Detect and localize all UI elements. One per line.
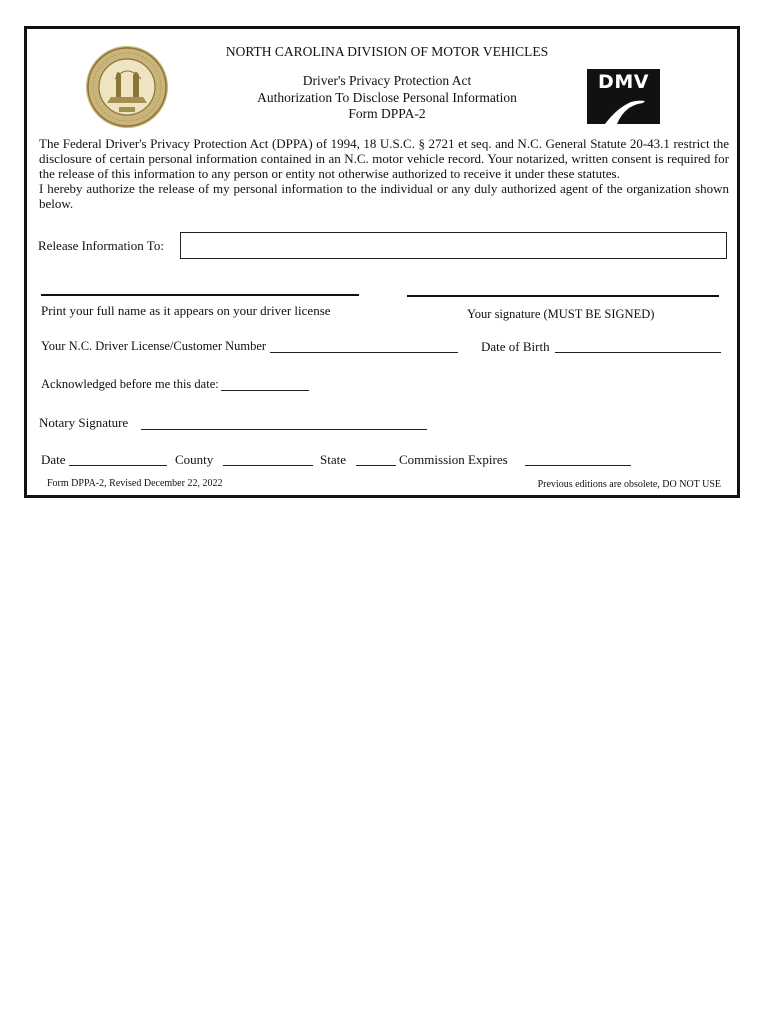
- date-of-birth-label: Date of Birth: [481, 339, 550, 354]
- notary-signature-blank[interactable]: [141, 429, 427, 430]
- nc-state-seal-icon: [85, 45, 169, 129]
- print-name-label: Print your full name as it appears on your driver license: [41, 303, 331, 318]
- commission-expires-label: Commission Expires: [399, 452, 508, 467]
- release-info-input[interactable]: [180, 232, 727, 259]
- obsolete-notice: Previous editions are obsolete, DO NOT USE: [537, 479, 721, 490]
- county-label: County: [175, 452, 214, 467]
- dmv-logo-text: DMV: [598, 71, 649, 93]
- release-info-label: Release Information To:: [38, 238, 164, 253]
- acknowledged-label: Acknowledged before me this date:: [41, 377, 219, 391]
- commission-expires-blank[interactable]: [525, 465, 631, 466]
- agency-title: NORTH CAROLINA DIVISION OF MOTOR VEHICLES: [225, 44, 549, 59]
- signature-line[interactable]: [407, 295, 719, 297]
- form-revision-note: Form DPPA-2, Revised December 22, 2022: [47, 478, 223, 489]
- dppa-2-form: [24, 26, 740, 498]
- intro-text: [39, 136, 729, 211]
- county-blank[interactable]: [223, 465, 313, 466]
- license-number-label: Your N.C. Driver License/Customer Number: [41, 339, 267, 353]
- form-id: Form DPPA-2: [348, 106, 426, 121]
- notary-date-label: Date: [41, 452, 66, 467]
- act-title: Driver's Privacy Protection Act: [302, 73, 472, 88]
- dmv-road-logo-icon: [587, 69, 660, 124]
- date-of-birth-blank[interactable]: [555, 352, 721, 353]
- notary-date-blank[interactable]: [69, 465, 167, 466]
- print-name-line[interactable]: [41, 294, 359, 296]
- acknowledged-date-blank[interactable]: [221, 390, 309, 391]
- form-subtitle: Authorization To Disclose Personal Information: [257, 90, 517, 105]
- state-blank[interactable]: [356, 465, 396, 466]
- intro-paragraph-authorize: I hereby authorize the release of my personal information to the individual or any duly authorized agent of the organization shown below.: [39, 181, 729, 211]
- intro-paragraph-dppa: The Federal Driver's Privacy Protection Act (DPPA) of 1994, 18 U.S.C. § 2721 et seq. and N.C. General Statute 20-43.1 restrict the disclosure of certain personal information contained in an N.C. motor vehicle record. Your notarized, written consent is required for the release of this information to any person or entity not otherwise authorized to receive it under these statutes.: [39, 136, 729, 181]
- state-label: State: [320, 452, 346, 467]
- road-icon: [587, 94, 660, 124]
- license-number-blank[interactable]: [270, 352, 458, 353]
- signature-label: Your signature (MUST BE SIGNED): [467, 307, 655, 321]
- notary-signature-label: Notary Signature: [39, 415, 129, 430]
